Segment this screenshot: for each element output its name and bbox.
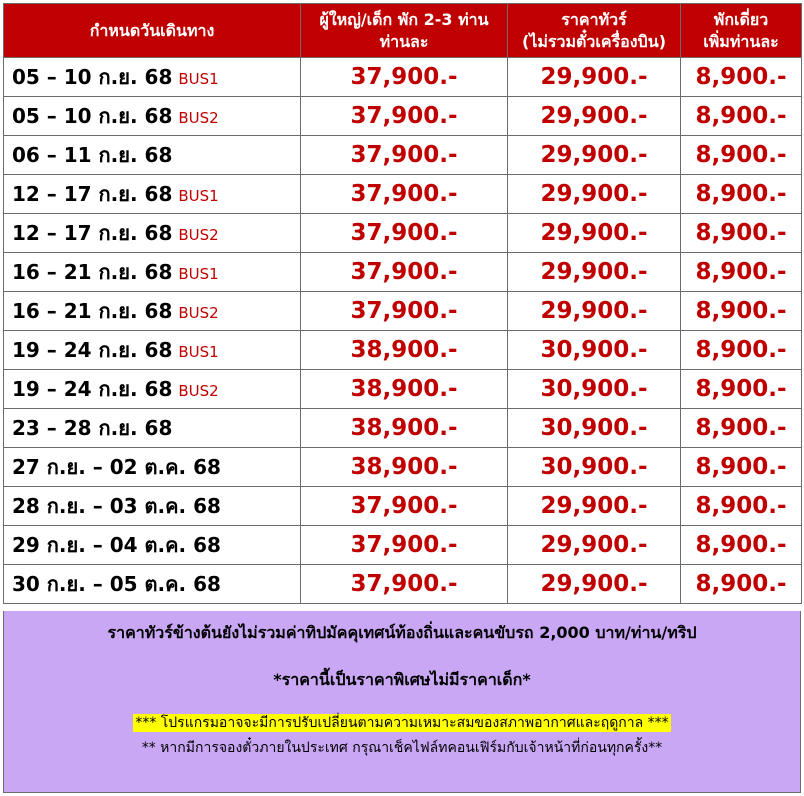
adult-price: 38,900.- [301, 370, 508, 409]
single-supplement: 8,900.- [681, 292, 802, 331]
travel-date-text: 19 – 24 ก.ย. 68 [12, 338, 173, 362]
table-row [4, 136, 802, 175]
tour-price: 29,900.- [508, 136, 681, 175]
price-table [3, 3, 802, 604]
adult-price: 37,900.- [301, 214, 508, 253]
travel-date [4, 58, 301, 97]
bus-label: BUS1 [178, 265, 219, 283]
travel-date-text: 29 ก.ย. – 04 ต.ค. 68 [12, 533, 221, 557]
adult-price: 37,900.- [301, 175, 508, 214]
bus-label: BUS2 [178, 382, 219, 400]
travel-date [4, 526, 301, 565]
header-tour-line2: (ไม่รวมตั๋วเครื่องบิน) [522, 31, 666, 51]
table-row [4, 565, 802, 604]
single-supplement: 8,900.- [681, 409, 802, 448]
travel-date [4, 331, 301, 370]
tour-price: 29,900.- [508, 526, 681, 565]
tour-price: 29,900.- [508, 565, 681, 604]
table-row [4, 370, 802, 409]
single-supplement: 8,900.- [681, 526, 802, 565]
single-supplement: 8,900.- [681, 487, 802, 526]
bus-label: BUS1 [178, 187, 219, 205]
table-row [4, 175, 802, 214]
header-single-line1: พักเดี่ยว [713, 9, 769, 29]
travel-date-text: 19 – 24 ก.ย. 68 [12, 377, 173, 401]
header-single-line2: เพิ่มท่านละ [703, 31, 779, 51]
note-domestic-flight: ** หากมีการจองตั๋วภายในประเทศ กรุณาเช็คไฟล์ทคอนเฟิร์มกับเจ้าหน้าที่ก่อนทุกครั้ง** [141, 740, 663, 756]
table-row [4, 487, 802, 526]
adult-price: 37,900.- [301, 292, 508, 331]
adult-price: 37,900.- [301, 97, 508, 136]
notes-panel [3, 611, 801, 793]
tour-price: 29,900.- [508, 97, 681, 136]
adult-price: 37,900.- [301, 487, 508, 526]
bus-label: BUS2 [178, 226, 219, 244]
travel-date [4, 97, 301, 136]
header-adult-price [301, 4, 508, 58]
header-single-supplement [681, 4, 802, 58]
table-row [4, 214, 802, 253]
bus-label: BUS1 [178, 70, 219, 88]
bus-label: BUS1 [178, 343, 219, 361]
single-supplement: 8,900.- [681, 448, 802, 487]
header-date: กำหนดวันเดินทาง [4, 4, 301, 58]
price-rows [4, 58, 802, 604]
note-program-change-text: *** โปรแกรมอาจจะมีการปรับเปลี่ยนตามความเหมาะสมของสภาพอากาศและฤดูกาล *** [135, 715, 669, 731]
travel-date [4, 370, 301, 409]
table-row [4, 331, 802, 370]
travel-date [4, 214, 301, 253]
adult-price: 37,900.- [301, 565, 508, 604]
single-supplement: 8,900.- [681, 136, 802, 175]
tour-price: 30,900.- [508, 409, 681, 448]
adult-price: 38,900.- [301, 448, 508, 487]
travel-date [4, 253, 301, 292]
tour-price: 29,900.- [508, 58, 681, 97]
travel-date-text: 12 – 17 ก.ย. 68 [12, 182, 173, 206]
single-supplement: 8,900.- [681, 214, 802, 253]
tour-price: 29,900.- [508, 292, 681, 331]
travel-date-text: 05 – 10 ก.ย. 68 [12, 104, 173, 128]
table-row [4, 526, 802, 565]
note-no-child-price: *ราคานี้เป็นราคาพิเศษไม่มีราคาเด็ก* [273, 670, 531, 689]
tour-price: 30,900.- [508, 370, 681, 409]
table-row [4, 448, 802, 487]
single-supplement: 8,900.- [681, 565, 802, 604]
travel-date-text: 27 ก.ย. – 02 ต.ค. 68 [12, 455, 221, 479]
travel-date-text: 05 – 10 ก.ย. 68 [12, 65, 173, 89]
travel-date [4, 292, 301, 331]
travel-date-text: 06 – 11 ก.ย. 68 [12, 143, 173, 167]
adult-price: 37,900.- [301, 58, 508, 97]
adult-price: 37,900.- [301, 136, 508, 175]
table-row [4, 409, 802, 448]
single-supplement: 8,900.- [681, 175, 802, 214]
travel-date-text: 30 ก.ย. – 05 ต.ค. 68 [12, 572, 221, 596]
single-supplement: 8,900.- [681, 97, 802, 136]
tour-price: 29,900.- [508, 253, 681, 292]
bus-label: BUS2 [178, 304, 219, 322]
travel-date-text: 16 – 21 ก.ย. 68 [12, 299, 173, 323]
travel-date [4, 487, 301, 526]
travel-date-text: 23 – 28 ก.ย. 68 [12, 416, 173, 440]
tour-price: 29,900.- [508, 214, 681, 253]
header-tour-line1: ราคาทัวร์ [561, 9, 627, 29]
adult-price: 38,900.- [301, 409, 508, 448]
adult-price: 38,900.- [301, 331, 508, 370]
travel-date [4, 136, 301, 175]
travel-date [4, 175, 301, 214]
table-row [4, 97, 802, 136]
adult-price: 37,900.- [301, 253, 508, 292]
travel-date [4, 409, 301, 448]
note-program-change [4, 712, 800, 734]
tour-price: 29,900.- [508, 487, 681, 526]
single-supplement: 8,900.- [681, 58, 802, 97]
header-adult-line1: ผู้ใหญ่/เด็ก พัก 2-3 ท่าน [319, 9, 489, 29]
tour-price: 30,900.- [508, 331, 681, 370]
header-adult-line2: ท่านละ [379, 31, 429, 51]
travel-date-text: 12 – 17 ก.ย. 68 [12, 221, 173, 245]
travel-date [4, 448, 301, 487]
adult-price: 37,900.- [301, 526, 508, 565]
table-row [4, 58, 802, 97]
single-supplement: 8,900.- [681, 370, 802, 409]
note-tip: ราคาทัวร์ข้างต้นยังไม่รวมค่าทิปมัคคุเทศน์ท้องถิ่นและคนขับรถ 2,000 บาท/ท่าน/ทริป [107, 623, 697, 642]
single-supplement: 8,900.- [681, 253, 802, 292]
travel-date [4, 565, 301, 604]
table-row [4, 253, 802, 292]
travel-date-text: 28 ก.ย. – 03 ต.ค. 68 [12, 494, 221, 518]
tour-price: 30,900.- [508, 448, 681, 487]
table-row [4, 292, 802, 331]
tour-price: 29,900.- [508, 175, 681, 214]
bus-label: BUS2 [178, 109, 219, 127]
single-supplement: 8,900.- [681, 331, 802, 370]
travel-date-text: 16 – 21 ก.ย. 68 [12, 260, 173, 284]
header-row [4, 4, 802, 58]
header-tour-price [508, 4, 681, 58]
